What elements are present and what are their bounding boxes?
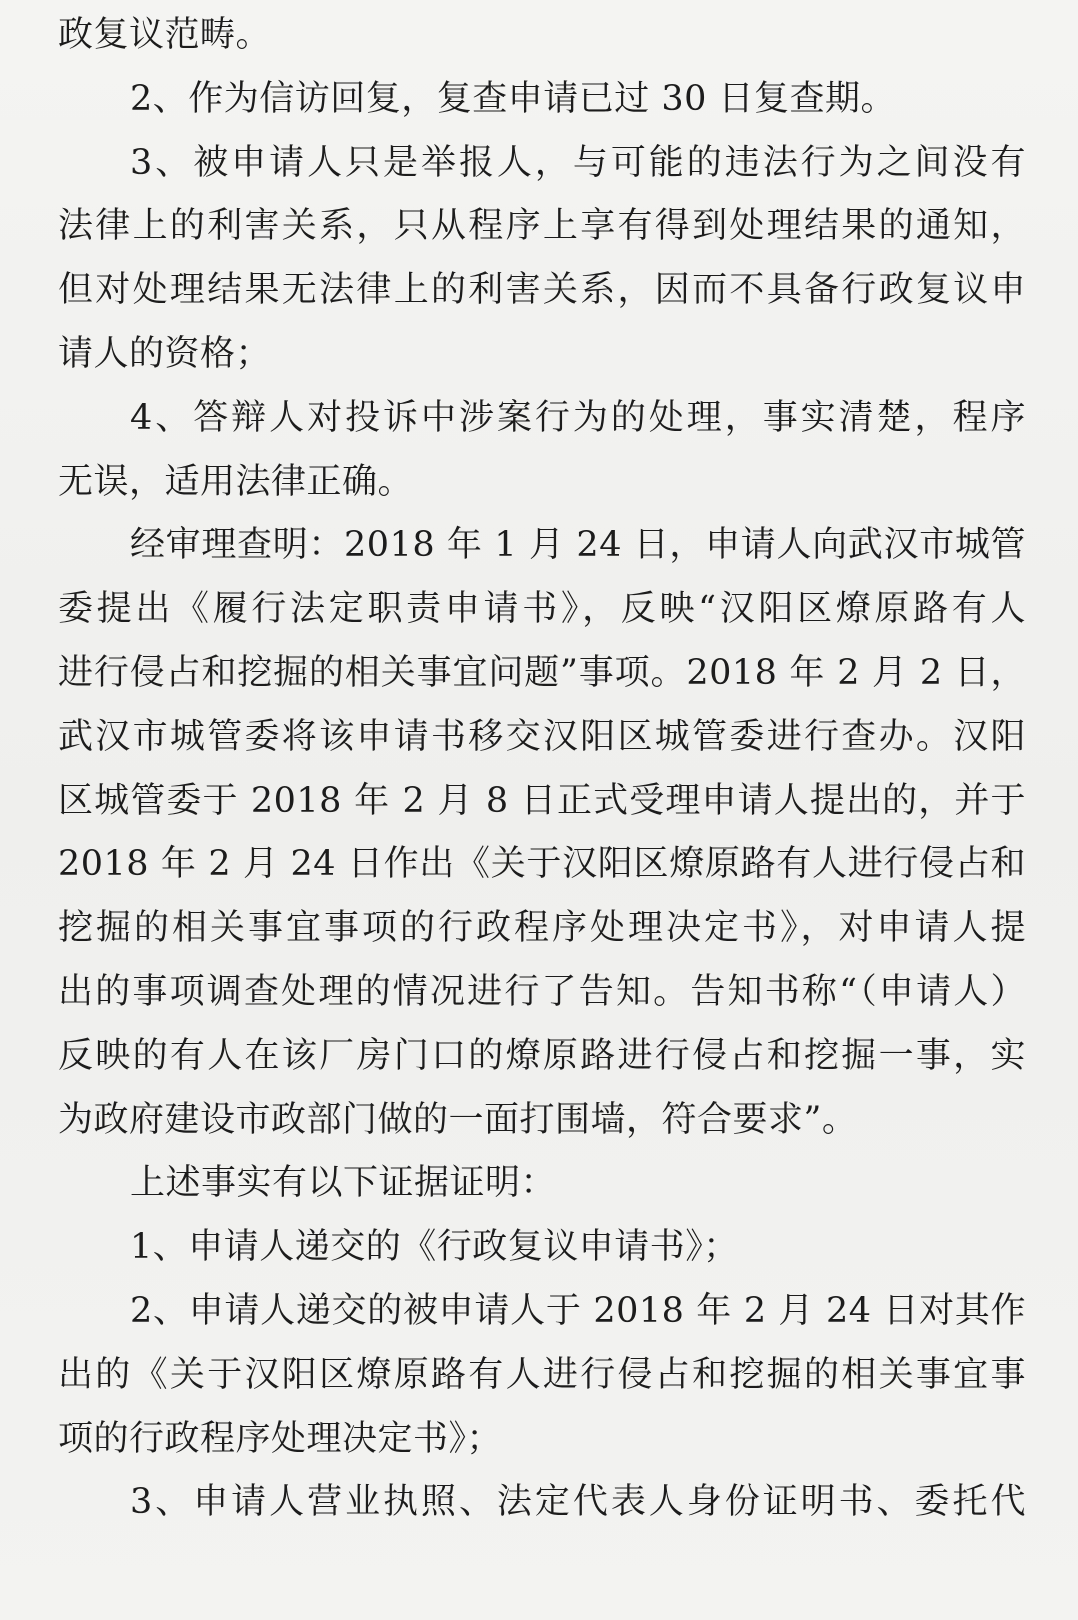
text-line: 经审理查明：2018 年 1 月 24 日，申请人向武汉市城管 [130,525,1026,566]
text-line: 挖掘的相关事宜事项的行政程序处理决定书》，对申请人提 [58,908,1026,949]
text-line: 请人的资格； [58,333,272,374]
text-line: 为政府建设市政部门做的一面打围墙，符合要求”。 [58,1099,858,1140]
text-line: 委提出《履行法定职责申请书》，反映“汉阳区燎原路有人 [58,589,1026,630]
text-line: 1、申请人递交的《行政复议申请书》； [130,1227,739,1268]
text-line: 项的行政程序处理决定书》； [58,1418,503,1459]
text-line: 无误，适用法律正确。 [58,461,414,502]
text-line: 2、申请人递交的被申请人于 2018 年 2 月 24 日对其作 [130,1290,1026,1331]
text-line: 法律上的利害关系，只从程序上享有得到处理结果的通知， [58,206,1026,247]
text-line: 武汉市城管委将该申请书移交汉阳区城管委进行查办。汉阳 [58,716,1026,757]
text-line: 区城管委于 2018 年 2 月 8 日正式受理申请人提出的，并于 [58,780,1026,821]
text-line: 但对处理结果无法律上的利害关系，因而不具备行政复议申 [58,270,1026,311]
text-line: 出的《关于汉阳区燎原路有人进行侵占和挖掘的相关事宜事 [58,1354,1026,1395]
text-line: 进行侵占和挖掘的相关事宜问题”事项。2018 年 2 月 2 日， [58,652,1026,693]
text-line: 上述事实有以下证据证明： [130,1163,557,1204]
text-line: 政复议范畴。 [58,15,272,55]
text-line: 3、被申请人只是举报人，与可能的违法行为之间没有 [130,142,1026,183]
text-line: 出的事项调查处理的情况进行了告知。告知书称“（申请人） [58,971,1026,1012]
text-line: 2018 年 2 月 24 日作出《关于汉阳区燎原路有人进行侵占和 [58,844,1026,885]
text-line: 2、作为信访回复，复查申请已过 30 日复查期。 [130,78,897,119]
text-line: 4、答辩人对投诉中涉案行为的处理，事实清楚，程序 [130,397,1026,438]
text-line: 反映的有人在该厂房门口的燎原路进行侵占和挖掘一事，实 [58,1035,1026,1076]
text-line: 3、申请人营业执照、法定代表人身份证明书、委托代 [130,1482,1026,1523]
